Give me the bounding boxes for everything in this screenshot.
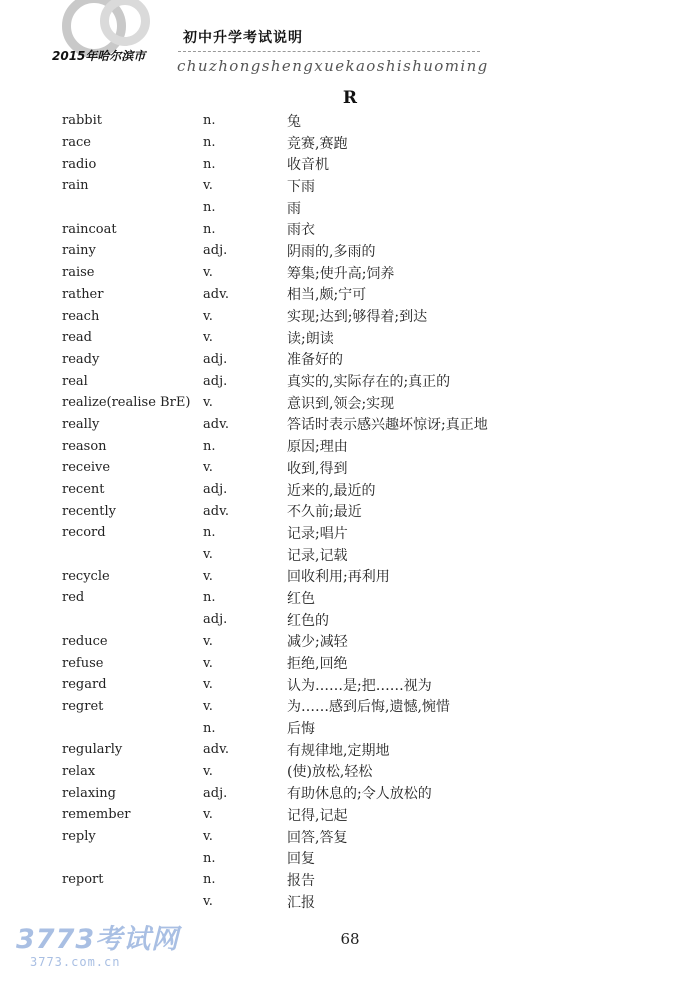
- decorative-circle: [100, 0, 150, 46]
- entry-part-of-speech: n.: [203, 438, 216, 454]
- entry-word: red: [62, 590, 85, 606]
- entry-part-of-speech: n.: [203, 156, 216, 172]
- vocab-entry: [62, 826, 562, 848]
- entry-definition: 回答,答复: [287, 829, 348, 846]
- entry-word: relax: [62, 763, 96, 779]
- entry-word: rain: [62, 178, 89, 194]
- entry-word: remember: [62, 807, 131, 823]
- entry-definition: 准备好的: [287, 352, 343, 369]
- entry-definition: 实现;达到;够得着;到达: [287, 309, 428, 326]
- entry-part-of-speech: n.: [203, 872, 216, 888]
- entry-part-of-speech: n.: [203, 590, 216, 606]
- entry-word: really: [62, 416, 100, 432]
- entry-definition: 兔: [287, 113, 301, 130]
- entry-part-of-speech: v.: [203, 763, 213, 779]
- entry-definition: 收到,得到: [287, 460, 348, 477]
- entry-part-of-speech: v.: [203, 829, 213, 845]
- vocab-entry: [62, 370, 562, 392]
- entry-part-of-speech: v.: [203, 265, 213, 281]
- vocab-entry: [62, 392, 562, 414]
- entry-word: reply: [62, 829, 96, 845]
- entry-word: race: [62, 135, 91, 151]
- entry-word: raincoat: [62, 221, 117, 237]
- vocab-entry: [62, 414, 562, 436]
- entry-word: rabbit: [62, 113, 102, 129]
- entry-definition: 红色的: [287, 612, 329, 629]
- entry-definition: 回收利用;再利用: [287, 569, 390, 586]
- entry-word: report: [62, 872, 104, 888]
- entry-part-of-speech: v.: [203, 568, 213, 584]
- entry-definition: 雨衣: [287, 222, 315, 239]
- entry-definition: 收音机: [287, 157, 329, 174]
- vocab-entry: [62, 696, 562, 718]
- vocabulary-list: [62, 110, 562, 912]
- entry-definition: 红色: [287, 590, 315, 607]
- entry-definition: 筹集;使升高;饲养: [287, 265, 395, 282]
- entry-word: recent: [62, 482, 105, 498]
- entry-part-of-speech: v.: [203, 547, 213, 563]
- vocab-entry: [62, 587, 562, 609]
- entry-part-of-speech: adv.: [203, 416, 230, 432]
- vocab-entry: [62, 153, 562, 175]
- entry-word: regret: [62, 698, 104, 714]
- vocab-entry: [62, 218, 562, 240]
- entry-definition: 后悔: [287, 721, 315, 738]
- entry-word: refuse: [62, 655, 104, 671]
- vocab-entry: [62, 500, 562, 522]
- vocab-entry: [62, 522, 562, 544]
- entry-part-of-speech: adj.: [203, 785, 228, 801]
- vocab-entry: [62, 305, 562, 327]
- header-title: 初中升学考试说明: [183, 30, 303, 46]
- entry-part-of-speech: v.: [203, 894, 213, 910]
- entry-definition: 意识到,领会;实现: [287, 395, 395, 412]
- vocab-entry: [62, 110, 562, 132]
- vocab-entry: [62, 565, 562, 587]
- entry-part-of-speech: v.: [203, 807, 213, 823]
- entry-definition: 竞赛,赛跑: [287, 135, 348, 152]
- entry-definition: 相当,颇;宁可: [287, 287, 367, 304]
- entry-part-of-speech: adj.: [203, 243, 228, 259]
- entry-definition: 下雨: [287, 178, 315, 195]
- entry-definition: 原因;理由: [287, 439, 348, 456]
- entry-definition: 报告: [287, 872, 315, 889]
- entry-part-of-speech: n.: [203, 221, 216, 237]
- entry-word: ready: [62, 351, 100, 367]
- entry-word: record: [62, 525, 106, 541]
- entry-word: raise: [62, 265, 95, 281]
- entry-word: regularly: [62, 742, 123, 758]
- watermark-logo: 3773考试网: [16, 924, 180, 955]
- entry-definition: 真实的,实际存在的;真正的: [287, 374, 451, 391]
- entry-word: rainy: [62, 243, 96, 259]
- entry-word: reason: [62, 438, 107, 454]
- vocab-entry: [62, 674, 562, 696]
- entry-part-of-speech: v.: [203, 655, 213, 671]
- vocab-entry: [62, 609, 562, 631]
- vocab-entry: [62, 262, 562, 284]
- entry-definition: 有助休息的;令人放松的: [287, 786, 432, 803]
- vocab-entry: [62, 327, 562, 349]
- entry-part-of-speech: n.: [203, 720, 216, 736]
- entry-part-of-speech: n.: [203, 525, 216, 541]
- entry-part-of-speech: adv.: [203, 503, 230, 519]
- entry-definition: 不久前;最近: [287, 504, 362, 521]
- entry-definition: 汇报: [287, 894, 315, 911]
- vocab-entry: [62, 197, 562, 219]
- entry-definition: 记录;唱片: [287, 525, 348, 542]
- entry-part-of-speech: n.: [203, 113, 216, 129]
- entry-definition: 拒绝,回绝: [287, 656, 348, 673]
- entry-definition: 减少;减轻: [287, 634, 348, 651]
- entry-word: rather: [62, 286, 104, 302]
- entry-part-of-speech: n.: [203, 200, 216, 216]
- vocab-entry: [62, 349, 562, 371]
- entry-part-of-speech: adj.: [203, 482, 228, 498]
- vocab-entry: [62, 631, 562, 653]
- entry-definition: 有规律地,定期地: [287, 742, 390, 759]
- vocab-entry: [62, 284, 562, 306]
- entry-part-of-speech: n.: [203, 850, 216, 866]
- vocab-entry: [62, 132, 562, 154]
- entry-part-of-speech: v.: [203, 460, 213, 476]
- entry-word: realize(realise BrE): [62, 395, 191, 411]
- entry-definition: 读;朗读: [287, 330, 334, 347]
- entry-part-of-speech: adj.: [203, 351, 228, 367]
- vocab-entry: [62, 457, 562, 479]
- entry-part-of-speech: adv.: [203, 742, 230, 758]
- entry-definition: 回复: [287, 851, 315, 868]
- entry-part-of-speech: v.: [203, 330, 213, 346]
- entry-definition: 记得,记起: [287, 807, 348, 824]
- entry-definition: 近来的,最近的: [287, 482, 376, 499]
- entry-part-of-speech: adv.: [203, 286, 230, 302]
- vocab-entry: [62, 782, 562, 804]
- entry-word: radio: [62, 156, 97, 172]
- header-pinyin: chuzhongshengxuekaoshishuoming: [177, 57, 489, 75]
- vocab-entry: [62, 761, 562, 783]
- entry-definition: 阴雨的,多雨的: [287, 243, 376, 260]
- vocab-entry: [62, 479, 562, 501]
- vocab-entry: [62, 652, 562, 674]
- vocab-entry: [62, 891, 562, 913]
- vocab-entry: [62, 544, 562, 566]
- entry-part-of-speech: v.: [203, 698, 213, 714]
- entry-definition: 记录,记载: [287, 547, 348, 564]
- header-year-city: 2015年哈尔滨市: [52, 49, 146, 63]
- entry-part-of-speech: adj.: [203, 373, 228, 389]
- entry-word: reach: [62, 308, 100, 324]
- vocab-entry: [62, 739, 562, 761]
- entry-definition: 为……感到后悔,遗憾,惋惜: [287, 699, 450, 716]
- entry-part-of-speech: v.: [203, 308, 213, 324]
- entry-word: recently: [62, 503, 116, 519]
- vocab-entry: [62, 240, 562, 262]
- entry-part-of-speech: n.: [203, 135, 216, 151]
- vocab-entry: [62, 869, 562, 891]
- entry-part-of-speech: v.: [203, 633, 213, 649]
- vocab-entry: [62, 847, 562, 869]
- entry-word: relaxing: [62, 785, 116, 801]
- vocab-entry: [62, 175, 562, 197]
- vocab-entry: [62, 435, 562, 457]
- page-number: 68: [340, 930, 360, 948]
- entry-definition: 认为……是;把……视为: [287, 677, 432, 694]
- entry-word: reduce: [62, 633, 108, 649]
- entry-definition: 答话时表示感兴趣坏惊讶;真正地: [287, 417, 488, 434]
- entry-word: real: [62, 373, 88, 389]
- entry-definition: (使)放松,轻松: [287, 764, 373, 781]
- entry-word: read: [62, 330, 92, 346]
- entry-part-of-speech: v.: [203, 178, 213, 194]
- watermark-url: 3773.com.cn: [30, 955, 121, 969]
- header-divider: [178, 51, 480, 52]
- entry-part-of-speech: adj.: [203, 612, 228, 628]
- entry-definition: 雨: [287, 200, 301, 217]
- entry-word: regard: [62, 677, 107, 693]
- entry-word: receive: [62, 460, 111, 476]
- section-letter: R: [342, 88, 358, 108]
- entry-part-of-speech: v.: [203, 395, 213, 411]
- entry-part-of-speech: v.: [203, 677, 213, 693]
- vocab-entry: [62, 717, 562, 739]
- entry-word: recycle: [62, 568, 110, 584]
- vocab-entry: [62, 804, 562, 826]
